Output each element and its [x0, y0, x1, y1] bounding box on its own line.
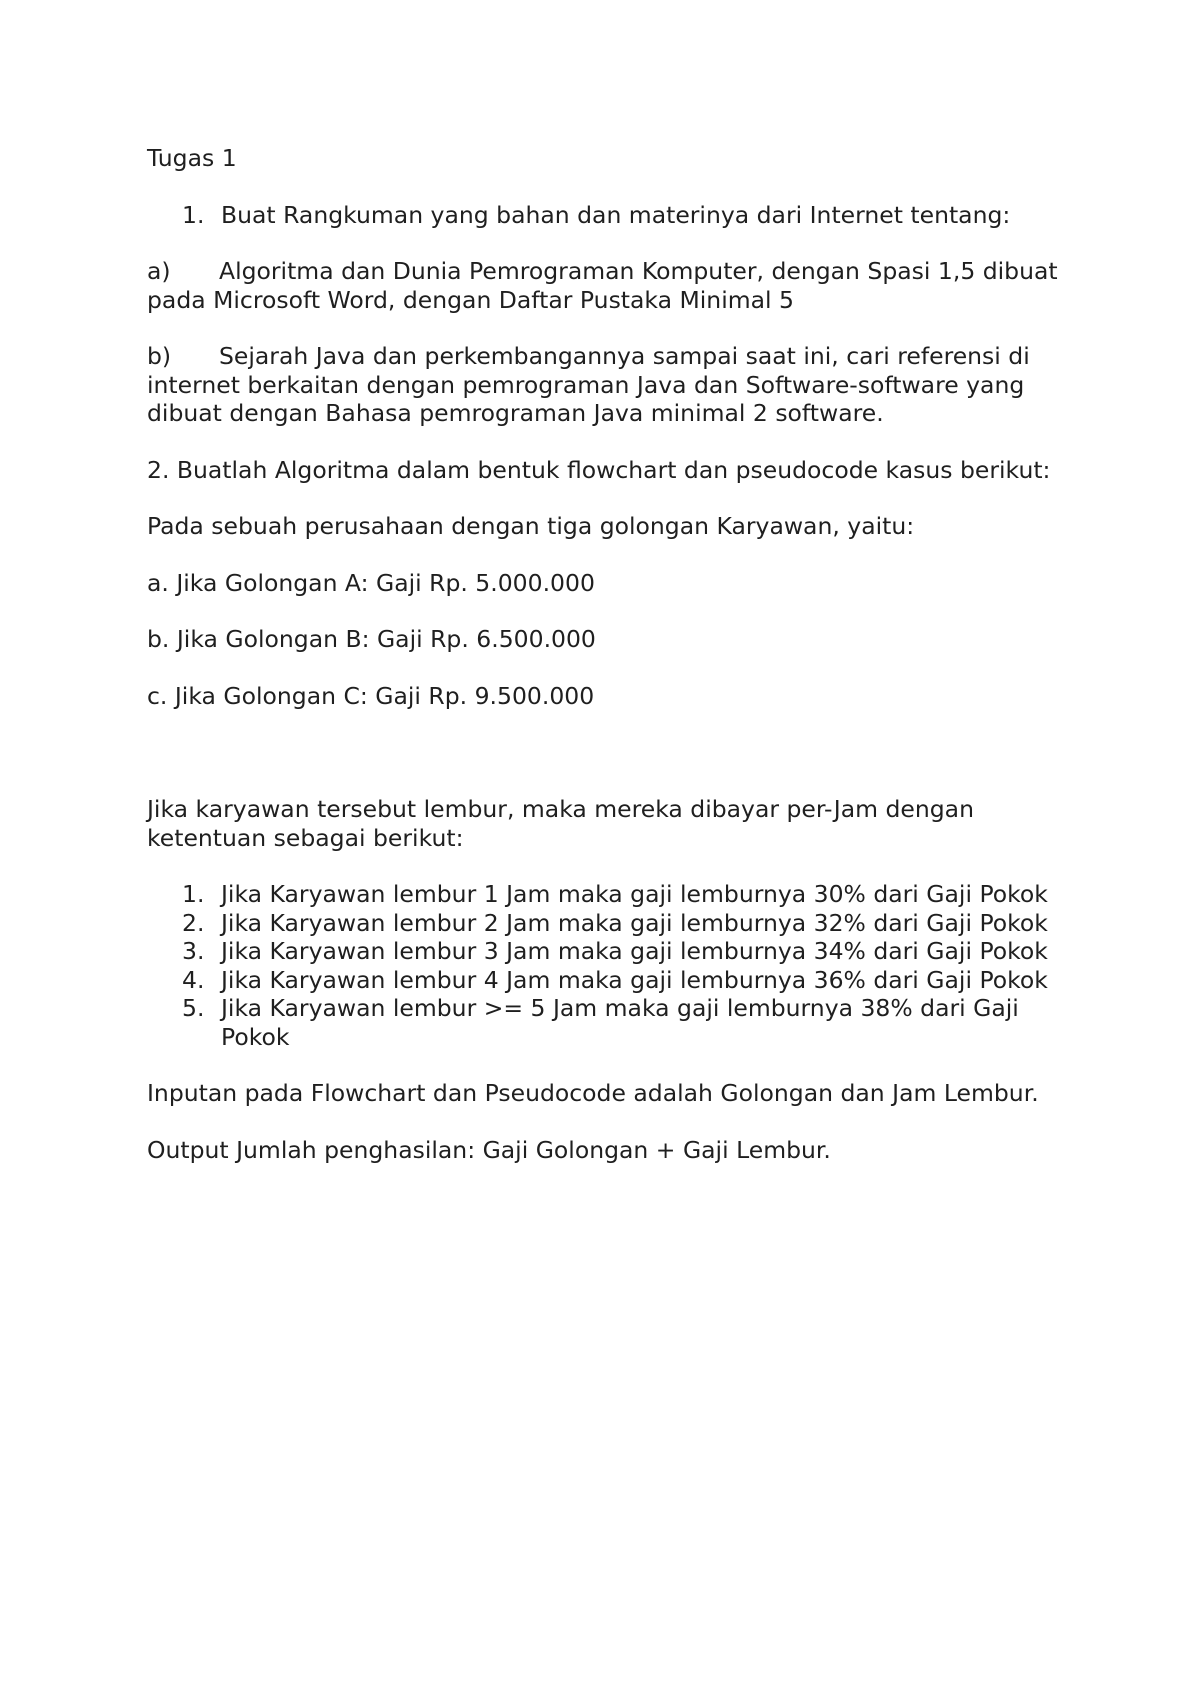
task1-number: 1.	[182, 200, 205, 229]
overtime-rules-list	[147, 880, 1062, 1051]
list-item-number: 3.	[182, 937, 205, 965]
task1-item-b	[147, 342, 1062, 428]
list-item-text: Jika Karyawan lembur 4 Jam maka gaji lemburnya 36% dari Gaji Pokok	[221, 965, 1048, 994]
task2-intro: Pada sebuah perusahaan dengan tiga golongan Karyawan, yaitu:	[147, 512, 915, 540]
overtime-intro: Jika karyawan tersebut lembur, maka mereka dibayar per-Jam dengan ketentuan sebagai berikut:	[147, 795, 974, 852]
list-item-number: 4.	[182, 965, 205, 994]
task1-item-b-text: Sejarah Java dan perkembangannya sampai saat ini, cari referensi di internet berkaitan dengan pemrograman Java dan Software-software yang dibuat dengan Bahasa pemrograman Java minimal 2 software.	[147, 342, 1030, 427]
grade-a: a. Jika Golongan A: Gaji Rp. 5.000.000	[147, 568, 595, 597]
grade-c: c. Jika Golongan C: Gaji Rp. 9.500.000	[147, 681, 595, 710]
list-item-number: 1.	[182, 880, 205, 908]
task2-heading: 2. Buatlah Algoritma dalam bentuk flowchart dan pseudocode kasus berikut:	[147, 455, 1051, 484]
list-item	[147, 909, 1062, 938]
input-note: Inputan pada Flowchart dan Pseudocode adalah Golongan dan Jam Lembur.	[147, 1079, 1039, 1107]
task1-item-a-text: Algoritma dan Dunia Pemrograman Komputer, dengan Spasi 1,5 dibuat pada Microsoft Word, dengan Daftar Pustaka Minimal 5	[147, 257, 1058, 314]
task1-item-a-letter: a)	[147, 257, 171, 285]
list-item	[147, 966, 1062, 995]
list-item	[147, 880, 1062, 909]
task1-list	[147, 201, 1062, 230]
task1-item-b-letter: b)	[147, 342, 172, 370]
list-item	[147, 937, 1062, 966]
task1-text: Buat Rangkuman yang bahan dan materinya dari Internet tentang:	[221, 200, 1011, 229]
grade-b: b. Jika Golongan B: Gaji Rp. 6.500.000	[147, 625, 596, 653]
list-item-text: Jika Karyawan lembur 2 Jam maka gaji lemburnya 32% dari Gaji Pokok	[221, 908, 1048, 937]
list-item-text: Jika Karyawan lembur 1 Jam maka gaji lemburnya 30% dari Gaji Pokok	[221, 880, 1048, 908]
task1-item	[147, 201, 1062, 230]
output-note: Output Jumlah penghasilan: Gaji Golongan + Gaji Lembur.	[147, 1135, 831, 1164]
list-item-number: 2.	[182, 908, 205, 937]
task1-item-a	[147, 257, 1062, 314]
list-item-text: Jika Karyawan lembur >= 5 Jam maka gaji lemburnya 38% dari Gaji Pokok	[221, 994, 1019, 1051]
document-body	[147, 144, 1062, 1164]
list-item-number: 5.	[182, 994, 205, 1022]
list-item-text: Jika Karyawan lembur 3 Jam maka gaji lemburnya 34% dari Gaji Pokok	[221, 937, 1048, 965]
document-title: Tugas 1	[147, 144, 237, 172]
list-item	[147, 994, 1062, 1051]
